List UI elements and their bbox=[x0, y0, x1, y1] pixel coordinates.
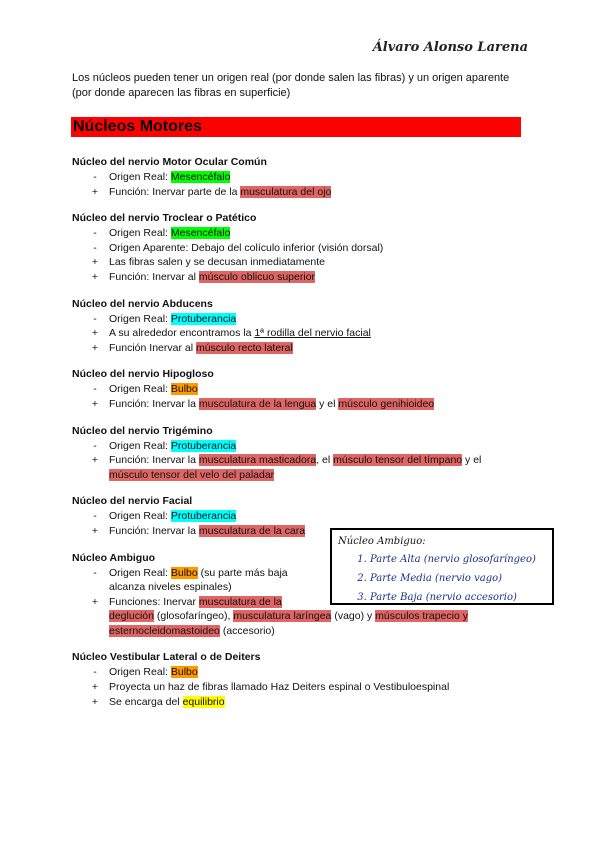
highlight-muscle: músculo genihioideo bbox=[338, 397, 435, 410]
nucleus-heading: Núcleo Vestibular Lateral o de Deiters bbox=[72, 651, 261, 664]
nucleus-heading: Núcleo del nervio Troclear o Patético bbox=[72, 212, 257, 225]
dash-marker: - bbox=[93, 383, 97, 396]
plus-marker: + bbox=[91, 454, 99, 467]
plus-marker: + bbox=[91, 397, 99, 410]
list-item bbox=[72, 397, 542, 412]
item-text: Origen Real: bbox=[109, 510, 171, 523]
highlight-muscle: musculatura laríngea bbox=[233, 610, 332, 623]
list-item bbox=[72, 312, 542, 327]
item-text: alcanza niveles espinales) bbox=[109, 581, 232, 594]
highlight-muscle: deglución bbox=[109, 610, 154, 623]
highlight-muscle: músculos trapecio y bbox=[375, 610, 468, 623]
nucleus-heading: Núcleo Ambiguo bbox=[72, 551, 156, 564]
highlight-muscle: musculatura de la lengua bbox=[198, 397, 317, 410]
highlight-origin: Protuberancia bbox=[170, 510, 237, 523]
nucleus-oculomotor bbox=[72, 155, 542, 199]
highlight-origin: Bulbo bbox=[170, 383, 198, 396]
dash-marker: - bbox=[93, 171, 97, 183]
highlight-muscle: musculatura de la cara bbox=[198, 524, 306, 537]
highlight-muscle: músculo tensor del tímpano bbox=[333, 454, 463, 467]
underlined-text: 1ª rodilla del nervio facial bbox=[254, 327, 371, 340]
highlight-origin: Bulbo bbox=[170, 666, 198, 679]
box-list-item: 3. Parte Baja (nervio accesorio) bbox=[370, 588, 546, 607]
list-item bbox=[72, 170, 542, 185]
item-text: Origen Real: bbox=[109, 227, 171, 240]
item-text: y el bbox=[462, 454, 482, 467]
nucleus-heading: Núcleo del nervio Abducens bbox=[72, 297, 213, 310]
nucleus-heading: Núcleo del nervio Motor Ocular Común bbox=[72, 156, 267, 168]
list-item bbox=[72, 695, 542, 710]
intro-line: (por donde aparecen las fibras en superficie) bbox=[72, 87, 291, 99]
item-text: Origen Real: bbox=[109, 566, 171, 579]
nucleus-heading: Núcleo del nervio Facial bbox=[72, 495, 193, 508]
highlight-muscle: músculo oblicuo superior bbox=[198, 270, 316, 283]
item-text: Origen Real: bbox=[109, 666, 171, 679]
box-list-item: 1. Parte Alta (nervio glosofaríngeo) bbox=[370, 550, 546, 569]
box-list bbox=[338, 550, 546, 607]
plus-marker: + bbox=[91, 270, 99, 283]
item-text: Función: Inervar parte de la bbox=[109, 185, 241, 198]
dash-marker: - bbox=[93, 312, 97, 325]
item-text: (su parte más baja bbox=[197, 566, 288, 579]
list-item bbox=[72, 341, 542, 356]
item-text: Origen Real: bbox=[109, 171, 171, 183]
item-text: Función Inervar al bbox=[109, 341, 196, 354]
item-text: Función: Inervar al bbox=[109, 270, 199, 283]
list-item bbox=[72, 665, 542, 680]
box-title: Núcleo Ambiguo: bbox=[338, 536, 426, 547]
list-item bbox=[72, 680, 542, 695]
intro-paragraph bbox=[72, 71, 532, 101]
item-text: A su alrededor encontramos la bbox=[109, 327, 255, 340]
list-item bbox=[72, 226, 542, 241]
list-item bbox=[72, 185, 542, 200]
item-text: Origen Real: bbox=[109, 312, 171, 325]
plus-marker: + bbox=[91, 341, 99, 354]
list-item bbox=[72, 509, 542, 524]
item-text: Se encarga del bbox=[109, 695, 183, 708]
box-list-item: 2. Parte Media (nervio vago) bbox=[370, 569, 546, 588]
highlight-origin: Mesencéfalo bbox=[170, 227, 231, 240]
dash-marker: - bbox=[93, 566, 97, 579]
list-item bbox=[72, 382, 542, 397]
highlight-origin: Protuberancia bbox=[170, 439, 237, 452]
item-text: (accesorio) bbox=[219, 624, 275, 637]
highlight-origin: Bulbo bbox=[170, 566, 198, 579]
highlight-muscle: musculatura del ojo bbox=[240, 185, 332, 198]
nucleus-hipogloso bbox=[72, 367, 542, 411]
highlight-function: equilibrio bbox=[182, 695, 225, 708]
list-item bbox=[72, 241, 542, 256]
dash-marker: - bbox=[93, 227, 97, 240]
item-text: Función: Inervar la bbox=[109, 397, 199, 410]
item-text: (glosofaríngeo), bbox=[153, 610, 234, 623]
item-text: (vago) y bbox=[331, 610, 376, 623]
ambiguo-summary-box bbox=[330, 528, 554, 605]
nucleus-trigemino bbox=[72, 424, 542, 483]
nucleus-vestibular bbox=[72, 650, 542, 709]
dash-marker: - bbox=[93, 439, 97, 452]
highlight-muscle: músculo tensor del velo del paladar bbox=[109, 468, 275, 481]
dash-marker: - bbox=[93, 510, 97, 523]
item-text: y el bbox=[316, 397, 339, 410]
section-title: Núcleos Motores bbox=[71, 117, 521, 137]
intro-line: Los núcleos pueden tener un origen real (por donde salen las fibras) y un origen aparente bbox=[72, 72, 510, 84]
item-text: Proyecta un haz de fibras llamado Haz Deiters espinal o Vestibuloespinal bbox=[109, 681, 450, 694]
dash-marker: - bbox=[93, 666, 97, 679]
author-name: Álvaro Alonso Larena bbox=[372, 40, 528, 55]
plus-marker: + bbox=[91, 327, 99, 340]
list-item bbox=[72, 326, 542, 341]
highlight-origin: Protuberancia bbox=[170, 312, 237, 325]
plus-marker: + bbox=[91, 524, 99, 537]
nuclei-list bbox=[72, 155, 542, 721]
nucleus-abducens bbox=[72, 297, 542, 356]
list-item bbox=[72, 270, 542, 285]
item-text: Origen Real: bbox=[109, 383, 171, 396]
nucleus-troclear bbox=[72, 211, 542, 284]
plus-marker: + bbox=[91, 256, 99, 269]
nucleus-heading: Núcleo del nervio Hipogloso bbox=[72, 368, 214, 381]
list-item bbox=[72, 453, 542, 482]
plus-marker: + bbox=[91, 695, 99, 708]
item-text: Funciones: Inervar bbox=[109, 595, 199, 608]
item-text: Función: Inervar la bbox=[109, 454, 199, 467]
list-item bbox=[72, 439, 542, 454]
highlight-origin: Mesencéfalo bbox=[170, 171, 231, 183]
plus-marker: + bbox=[91, 595, 99, 608]
nucleus-heading: Núcleo del nervio Trigémino bbox=[72, 424, 213, 437]
item-text: Las fibras salen y se decusan inmediatamente bbox=[109, 256, 325, 269]
plus-marker: + bbox=[91, 185, 99, 198]
item-text: , el bbox=[316, 454, 334, 467]
item-text: Origen Real: bbox=[109, 439, 171, 452]
dash-marker: - bbox=[93, 241, 97, 254]
highlight-muscle: músculo recto lateral bbox=[195, 341, 293, 354]
list-item bbox=[72, 255, 542, 270]
highlight-muscle: musculatura masticadora bbox=[198, 454, 317, 467]
highlight-muscle: esternocleidomastoideo bbox=[109, 624, 220, 637]
item-text: Origen Aparente: Debajo del colículo inferior (visión dorsal) bbox=[109, 241, 384, 254]
item-text: Función: Inervar la bbox=[109, 524, 199, 537]
highlight-muscle: musculatura de la bbox=[198, 595, 282, 608]
plus-marker: + bbox=[91, 681, 99, 694]
